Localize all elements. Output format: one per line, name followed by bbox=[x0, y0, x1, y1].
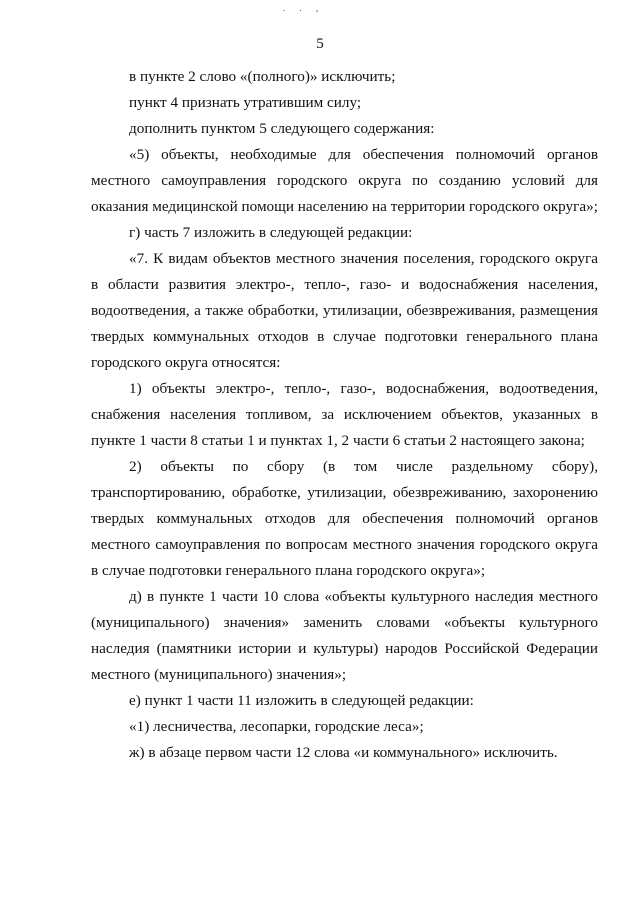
paragraph-3: дополнить пунктом 5 следующего содержания: bbox=[129, 120, 435, 137]
paragraph-1: в пункте 2 слово «(полного)» исключить; bbox=[129, 68, 396, 85]
page-number: 5 bbox=[316, 36, 324, 52]
paragraph-7: 1) объекты электро-, тепло-, газо-, водоснабжения, водоотведения, снабжения населения топливом, за исключением объектов, указанных в пункте 1 части 8 статьи 1 и пунктах 1, 2 части 6 статьи 2 настоящего закона; bbox=[91, 380, 598, 449]
paragraph-6: «7. К видам объектов местного значения поселения, городского округа в области развития электро-, тепло-, газо- и водоснабжения населения, водоотведения, а также обработки, утилизации, обезвреживания, размещения твердых коммунальных отходов в случае подготовки генерального плана городского округа относятся: bbox=[91, 250, 598, 371]
paragraph-8: 2) объекты по сбору (в том числе раздельному сбору), транспортированию, обработке, утилизации, обезвреживанию, захоронению твердых коммунальных отходов для обеспечения полномочий органов местного самоуправления по вопросам местного значения городского округа в случае подготовки генерального плана городского округа»; bbox=[91, 458, 598, 579]
paragraph-12: ж) в абзаце первом части 12 слова «и коммунального» исключить. bbox=[129, 744, 558, 761]
paragraph-2: пункт 4 признать утратившим силу; bbox=[129, 94, 362, 111]
scan-marks: . . , bbox=[283, 3, 325, 13]
paragraph-11: «1) лесничества, лесопарки, городские леса»; bbox=[129, 718, 424, 735]
paragraph-9: д) в пункте 1 части 10 слова «объекты культурного наследия местного (муниципального) значения» заменить словами «объекты культурного наследия (памятники истории и культуры) народов Российской Федерации местного (муниципального) значения»; bbox=[91, 588, 598, 683]
paragraph-4: «5) объекты, необходимые для обеспечения полномочий органов местного самоуправления городского округа по созданию условий для оказания медицинской помощи населению на территории городского округа»; bbox=[91, 146, 598, 215]
paragraph-10: е) пункт 1 части 11 изложить в следующей редакции: bbox=[129, 692, 474, 709]
document-body bbox=[91, 64, 598, 766]
paragraph-5: г) часть 7 изложить в следующей редакции: bbox=[129, 224, 413, 241]
